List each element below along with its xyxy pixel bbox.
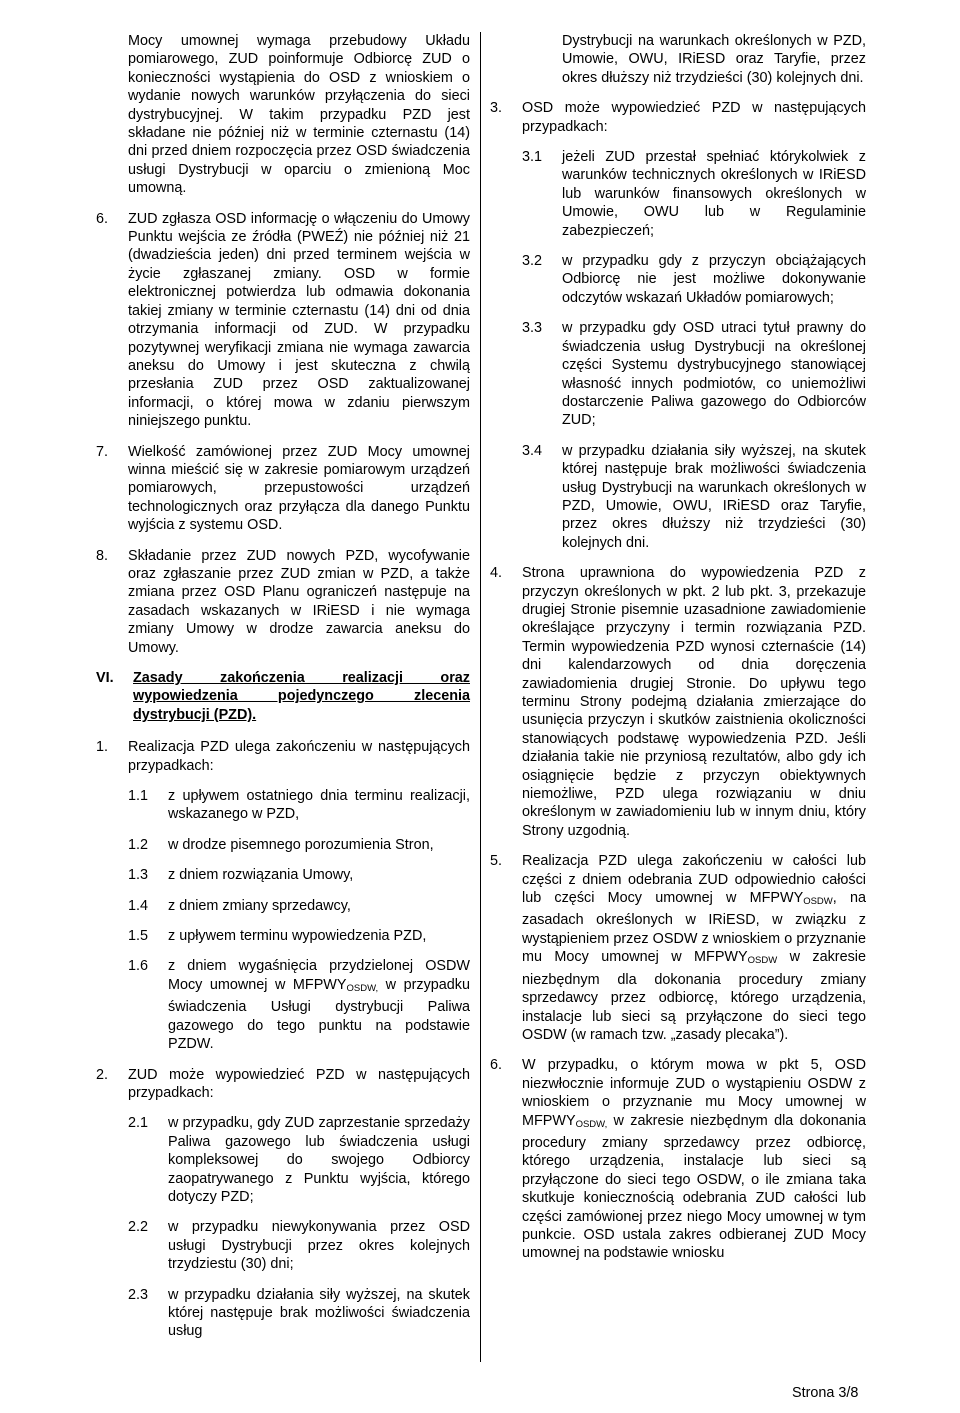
subitem-1-5: 1.5 z upływem terminu wypowiedzenia PZD, [128,928,427,945]
subitem-3-2: 3.2 w przypadku gdy z przyczyn obciążających Odbiorcę nie jest możliwe dokonywanie odczytów wskazań Układów pomiarowych; [522,253,866,306]
item-number: 3. [490,100,503,117]
item-5: 5. Realizacja PZD ulega zakończeniu w całości lub części z dniem odebrania ZUD odpowiednio całości lub części Mocy umownej w $MFPWY_{OSDW}$, na zasadach określonych w IRiESD, w związku z wystąpieniem przez OSDW z wnioskiem o przyznanie mu Mocy umownej w $MFPWY_{OSDW}$ w zakresie niezbędnym dla dokonania procedury zmiany sprzedawcy przez odbiorcę, którego urządzenia, instalacje lub sieci są przyłączone do sieci tego OSDW (w ramach tzw. „zasady plecaka”). [490,853,866,1043]
subitem-1-4: 1.4 z dniem zmiany sprzedawcy, [128,897,351,914]
subitem-2-1: 2.1 w przypadku, gdy ZUD zaprzestanie sprzedaży Paliwa gazowego lub świadczenia usługi kompleksowej do swojego Odbiorcy zaopatrywanego z Punktu wyjścia, którego dotyczy PZD; [128,1115,470,1205]
subitem-number: 1.6 [128,958,149,975]
subscript: OSDW [803,896,833,908]
section-number: VI. [96,670,114,686]
item-number: 4. [490,565,503,582]
subitem-number: 1.1 [128,788,149,805]
item-number: 8. [96,547,109,564]
item-8: 8. Składanie przez ZUD nowych PZD, wycofywanie oraz zgłaszanie przez ZUD zmian w PZD, a także zmiana przez OSD Planu ograniczeń następuje na zasadach wskazanych w IRiESD i nie wymaga zmiany Umowy w drodze zawarcia aneksu do Umowy. [96,547,470,656]
subitem-number: 3.4 [522,442,543,459]
item-4: 4. Strona uprawniona do wypowiedzenia PZD z przyczyn określonych w pkt. 2 lub pkt. 3, przekazuje drugiej Stronie pisemnie uzasadnione zawiadomienie określające przyczyny i termin rozwiązania PZD. Termin wypowiedzenia PZD wynosi czternaście (14) dni kalendarzowych od dnia doręczenia zawiadomienia drugiej Stronie. Do upływu tego terminu Strony podejmą działania zmierzające do usunięcia przyczyn i skutków zaistnienia okoliczności stanowiących podstawę wypowiedzenia PZD. Jeśli działania takie nie przyniosą rezultatów, albo gdy ich osiągnięcie będzie z przyczyn obiektywnych niemożliwe, PZD ulega rozwiązaniu w dniu określonym w zawiadomieniu lub w innym dniu, który Strony uzgodnią. [490,565,866,839]
section-heading [96,669,470,724]
subitem-1-1: 1.1 z upływem ostatniego dnia terminu realizacji, wskazanego w PZD, [128,788,470,823]
continued-paragraph: Dystrybucji na warunkach określonych w PZD, Umowie, OWU, IRiESD oraz Taryfie, przez okres dłuższy niż trzydzieści (30) kolejnych dni. [562,33,866,86]
subitem-2-2: 2.2 w przypadku niewykonywania przez OSD usługi Dystrybucji przez okres kolejnych trzydziestu (30) dni; [128,1219,470,1273]
subitem-number: 3.3 [522,320,543,337]
subscript: OSDW, [346,982,379,994]
left-column [96,32,470,1341]
intro-paragraph: Mocy umownej wymaga przebudowy Układu pomiarowego, ZUD poinformuje Odbiorcę ZUD o konieczności wystąpienia do OSD z wnioskiem o wydanie nowych warunków przyłączenia do sieci dystrybucyjnej. W takim przypadku PZD jest składane nie później niż w terminie czternastu (14) dni przed dniem rozpoczęcia przez OSD świadczenia usługi Dystrybucji w oparciu o zmienioną Moc umowną. [128,33,470,197]
subitem-3-4: 3.4 w przypadku działania siły wyższej, na skutek której następuje brak możliwości świadczenia usług Dystrybucji na warunkach określonych w PZD, Umowie, OWU, IRiESD oraz Taryfie, przez okres dłuższy niż trzydzieści (30) kolejnych dni. [522,442,866,551]
item-7: 7. Wielkość zamówionej przez ZUD Mocy umownej winna mieścić się w zakresie pomiarowym urządzeń pomiarowych, przepustowości urządzeń technologicznych oraz przyłącza dla danego Punktu wyjścia z systemu OSD. [96,443,470,534]
item-1: 1. Realizacja PZD ulega zakończeniu w następujących przypadkach: [96,739,470,774]
item-2: 2. ZUD może wypowiedzieć PZD w następujących przypadkach: [96,1066,470,1101]
subitem-number: 2.3 [128,1286,149,1303]
subscript: OSDW [747,955,778,967]
right-column [490,32,866,1263]
subitem-number: 3.1 [522,149,543,166]
item-number: 2. [96,1066,109,1083]
subitem-number: 2.1 [128,1115,149,1132]
subitem-1-2: 1.2 w drodze pisemnego porozumienia Stron, [128,836,434,853]
item-number: 6. [96,210,109,227]
section-title: Zasady zakończenia realizacji oraz wypowiedzenia pojedynczego zlecenia dystrybucji (PZD). [133,670,470,723]
subscript: OSDW, [575,1118,608,1130]
column-divider [480,32,481,1362]
subitem-number: 2.2 [128,1219,149,1236]
item-number: 5. [490,853,503,870]
page-number: Strona 3/8 [792,1385,859,1401]
item-6: 6. ZUD zgłasza OSD informację o włączeniu do Umowy Punktu wejścia ze źródła (PWEŹ) nie później niż 21 (dwadzieścia jeden) dni przed terminem wejścia w życie zgłaszanej zmiany. OSD w formie elektronicznej potwierdza lub odmawia dokonania takiej zmiany w terminie czternastu (14) dni od dnia otrzymania informacji od ZUD. W przypadku pozytywnej weryfikacji zmiana nie wymaga zawarcia aneksu do Umowy i jest skuteczna z chwilą przesłania ZUD przez OSD zaktualizowanej informacji, o której mowa w zdaniu pierwszym niniejszego punktu. [96,210,470,430]
subitem-number: 1.4 [128,897,149,914]
subitem-3-3: 3.3 w przypadku gdy OSD utraci tytuł prawny do świadczenia usług Dystrybucji na określonej części Systemu dystrybucyjnego stanowiącej własność innych podmiotów, co uniemożliwi dostarczenie Paliwa gazowego do Odbiorców ZUD; [522,320,866,429]
item-3: 3. OSD może wypowiedzieć PZD w następujących przypadkach: [490,100,866,135]
subitem-number: 1.3 [128,867,149,884]
subitem-2-3: 2.3 w przypadku działania siły wyższej, na skutek której następuje brak możliwości świadczenia usług [128,1286,470,1340]
subitem-number: 1.5 [128,928,149,945]
subitem-1-6: 1.6 z dniem wygaśnięcia przydzielonej OSDW Mocy umownej w $MFPWY_{OSDW,}$ w przypadku świadczenia Usługi dystrybucji Paliwa gazowego do tego punktu na podstawie PZDW. [128,958,470,1053]
subitem-number: 1.2 [128,836,149,853]
item-number: 1. [96,739,109,756]
subitem-1-3: 1.3 z dniem rozwiązania Umowy, [128,867,354,884]
subitem-number: 3.2 [522,253,543,270]
item-number: 7. [96,443,109,460]
item-number: 6. [490,1057,503,1074]
item-6-right: 6. W przypadku, o którym mowa w pkt 5, OSD niezwłocznie informuje ZUD o wystąpieniu OSDW z wnioskiem o przyznanie mu Mocy umownej w $MFPWY_{OSDW,}$ w zakresie niezbędnym dla dokonania procedury zmiany sprzedawcy przez odbiorcę, którego urządzenia, instalacje lub sieci są przyłączone do sieci tego OSDW, o ile zmiana taka skutkuje koniecznością odebrania ZUD całości lub części zamówionej przez niego Mocy umownej w tym punkcie. OSD ustala zakres odbieranej ZUD Mocy umownej na podstawie wniosku [490,1057,866,1262]
subitem-3-1: 3.1 jeżeli ZUD przestał spełniać którykolwiek z warunków technicznych określonych w IRiESD lub warunków finansowych określonych w Umowie, OWU lub w Regulaminie zabezpieczeń; [522,149,866,239]
